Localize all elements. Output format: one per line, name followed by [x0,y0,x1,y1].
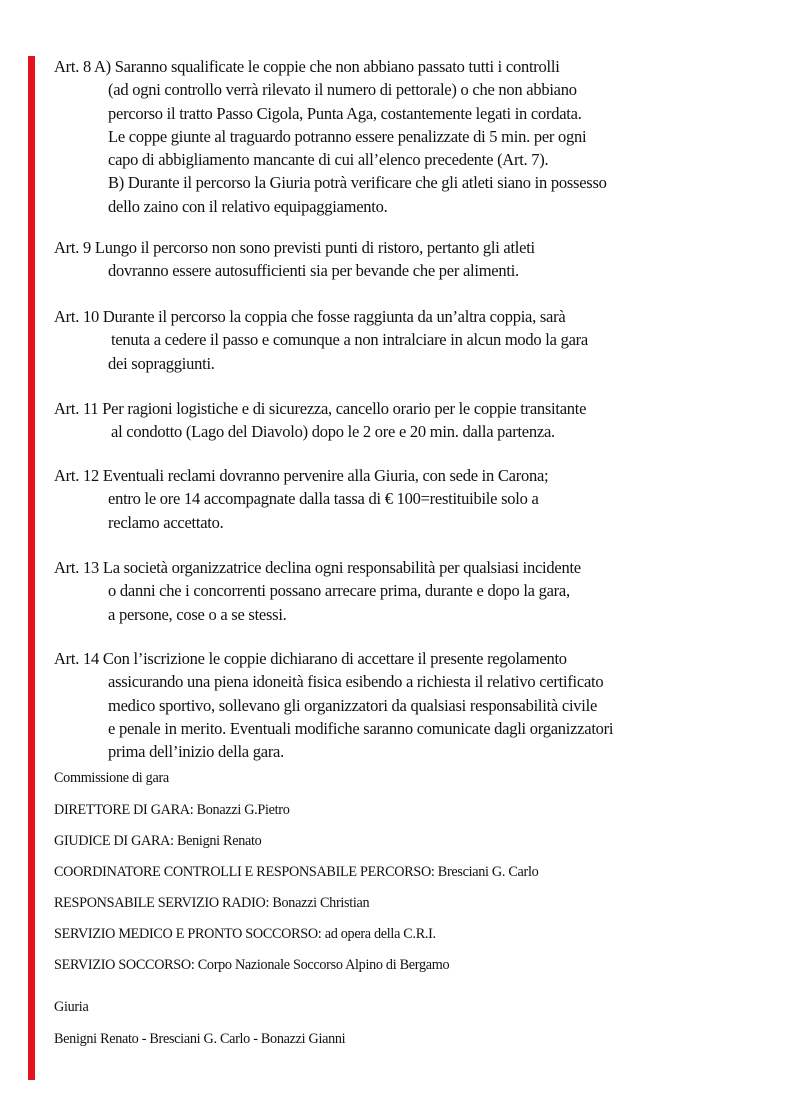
article-line: dei sopraggiunti. [108,353,215,373]
giuria-heading: Giuria [54,999,89,1015]
article-line: dello zaino con il relativo equipaggiamento. [108,196,388,216]
article-line: percorso il tratto Passo Cigola, Punta Aga, costantemente legati in cordata. [108,103,582,123]
article-line: capo di abbigliamento mancante di cui all’elenco precedente (Art. 7). [108,150,549,170]
article-line: assicurando una piena idoneità fisica esibendo a richiesta il relativo certificato [108,672,604,692]
servizio-medico: SERVIZIO MEDICO E PRONTO SOCCORSO: ad opera della C.R.I. [54,926,436,942]
article-line: Art. 13 La società organizzatrice declina ogni responsabilità per qualsiasi incidente [54,558,581,577]
servizio-soccorso: SERVIZIO SOCCORSO: Corpo Nazionale Soccorso Alpino di Bergamo [54,957,450,973]
coordinatore-controlli: COORDINATORE CONTROLLI E RESPONSABILE PERCORSO: Bresciani G. Carlo [54,864,539,880]
responsabile-radio: RESPONSABILE SERVIZIO RADIO: Bonazzi Christian [54,895,370,911]
direttore-di-gara: DIRETTORE DI GARA: Bonazzi G.Pietro [54,802,290,818]
article-10 [54,305,588,375]
article-11 [54,397,586,444]
article-line: entro le ore 14 accompagnate dalla tassa di € 100=restituibile solo a [108,489,539,509]
article-line: Le coppe giunte al traguardo potranno essere penalizzate di 5 min. per ogni [108,126,587,146]
article-12 [54,464,548,534]
red-margin-bar [28,56,35,1080]
article-line: Art. 11 Per ragioni logistiche e di sicurezza, cancello orario per le coppie transitante [54,399,587,418]
article-8 [54,55,607,218]
article-line: Art. 14 Con l’iscrizione le coppie dichiarano di accettare il presente regolamento [54,649,567,668]
article-13 [54,556,581,626]
article-line: medico sportivo, sollevano gli organizzatori da qualsiasi responsabilità civile [108,695,598,715]
commissione-heading: Commissione di gara [54,770,169,786]
article-line: tenuta a cedere il passo e comunque a non intralciare in alcun modo la gara [111,330,588,350]
article-line: Art. 10 Durante il percorso la coppia che fosse raggiunta da un’altra coppia, sarà [54,307,566,326]
article-line: Art. 9 Lungo il percorso non sono previsti punti di ristoro, pertanto gli atleti [54,238,535,257]
article-line: dovranno essere autosufficienti sia per bevande che per alimenti. [108,261,519,281]
article-line: al condotto (Lago del Diavolo) dopo le 2 ore e 20 min. dalla partenza. [111,422,555,442]
article-line: e penale in merito. Eventuali modifiche saranno comunicate dagli organizzatori [108,718,614,738]
article-line: B) Durante il percorso la Giuria potrà verificare che gli atleti siano in possesso [108,173,607,193]
article-line: Art. 12 Eventuali reclami dovranno pervenire alla Giuria, con sede in Carona; [54,466,549,485]
article-line: (ad ogni controllo verrà rilevato il numero di pettorale) o che non abbiano [108,80,577,100]
article-line: prima dell’inizio della gara. [108,742,285,762]
article-9 [54,236,535,283]
giudice-di-gara: GIUDICE DI GARA: Benigni Renato [54,833,262,849]
giuria-members: Benigni Renato - Bresciani G. Carlo - Bonazzi Gianni [54,1031,346,1047]
article-line: Art. 8 A) Saranno squalificate le coppie che non abbiano passato tutti i controlli [54,57,560,76]
article-line: o danni che i concorrenti possano arrecare prima, durante e dopo la gara, [108,581,570,601]
article-14 [54,647,613,763]
article-line: a persone, cose o a se stessi. [108,604,287,624]
article-line: reclamo accettato. [108,512,224,532]
